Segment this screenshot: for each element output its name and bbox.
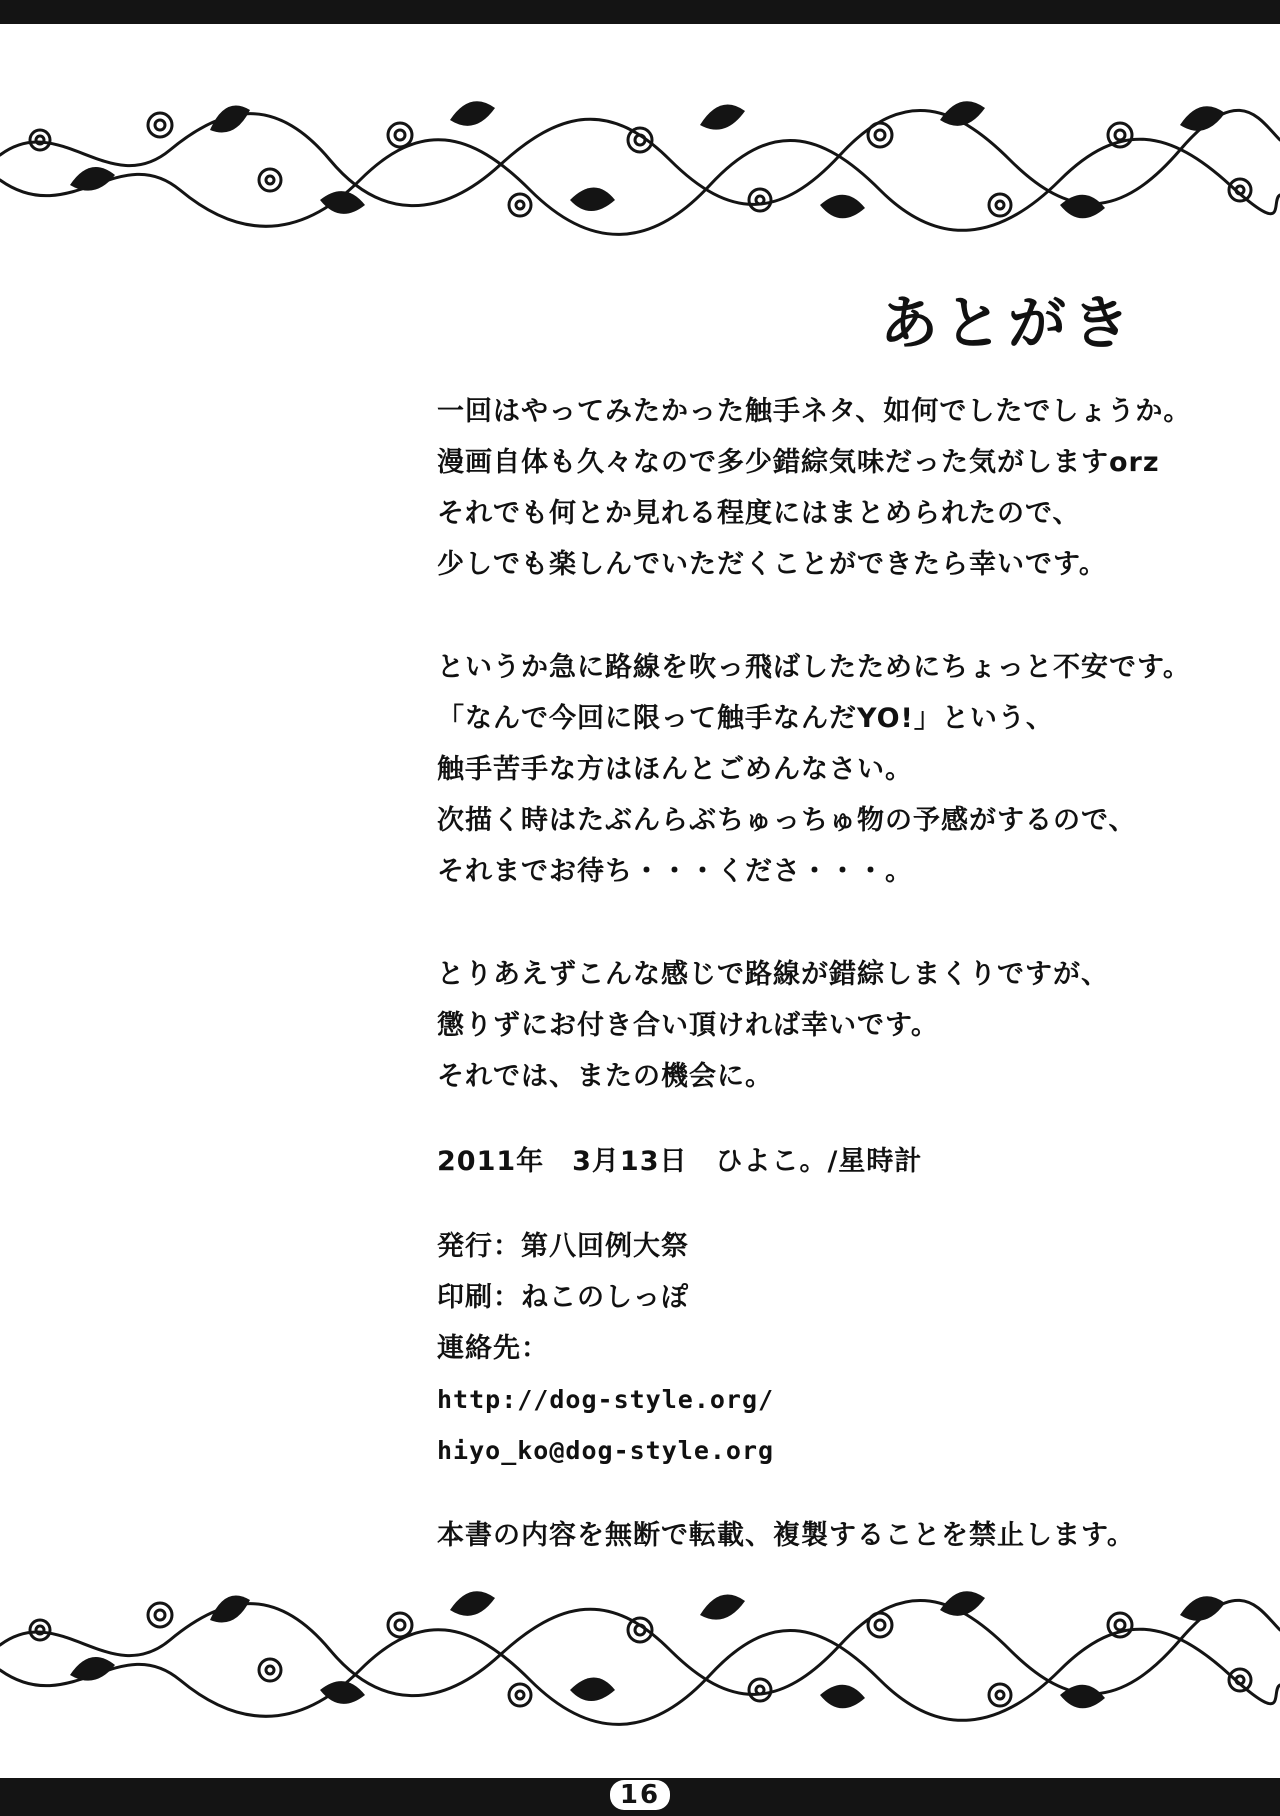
text-line: 漫画自体も久々なので多少錯綜気味だった気がしますorz bbox=[437, 447, 1160, 478]
colophon-publisher: 発行：第八回例大祭 bbox=[437, 1231, 689, 1262]
floral-vine-border-bottom-icon bbox=[0, 1570, 1280, 1740]
copyright-notice: 本書の内容を無断で転載、複製することを禁止します。 bbox=[437, 1520, 1135, 1551]
page-number bbox=[0, 1780, 1280, 1810]
text-line: 次描く時はたぶんらぶちゅっちゅ物の予感がするので、 bbox=[437, 805, 1137, 836]
page-title: あとがき bbox=[880, 289, 1137, 357]
top-black-bar bbox=[0, 0, 1280, 24]
page-number-label: 16 bbox=[610, 1780, 670, 1810]
colophon-contact: 連絡先： bbox=[437, 1333, 549, 1364]
text-line: 「なんで今回に限って触手なんだYO!」という、 bbox=[437, 703, 1054, 734]
colophon-printer: 印刷：ねこのしっぽ bbox=[437, 1282, 689, 1313]
signature-line: 2011年 3月13日 ひよこ。/星時計 bbox=[437, 1146, 923, 1177]
text-line: それでも何とか見れる程度にはまとめられたので、 bbox=[437, 498, 1081, 529]
colophon-email: hiyo_ko@dog-style.org bbox=[437, 1436, 775, 1465]
text-line: 触手苦手な方はほんとごめんなさい。 bbox=[437, 754, 913, 785]
text-line: 一回はやってみたかった触手ネタ、如何でしたでしょうか。 bbox=[437, 396, 1192, 427]
text-line: それでは、またの機会に。 bbox=[437, 1061, 773, 1092]
text-line: とりあえずこんな感じで路線が錯綜しまくりですが、 bbox=[437, 959, 1109, 990]
text-line: というか急に路線を吹っ飛ばしたためにちょっと不安です。 bbox=[437, 652, 1191, 683]
text-line: 懲りずにお付き合い頂ければ幸いです。 bbox=[437, 1010, 939, 1041]
afterword-body bbox=[437, 386, 1237, 1561]
colophon-url: http://dog-style.org/ bbox=[437, 1385, 775, 1414]
floral-vine-border-top-icon bbox=[0, 80, 1280, 250]
text-line: それまでお待ち・・・くださ・・・。 bbox=[437, 856, 913, 887]
text-line: 少しでも楽しんでいただくことができたら幸いです。 bbox=[437, 549, 1107, 580]
